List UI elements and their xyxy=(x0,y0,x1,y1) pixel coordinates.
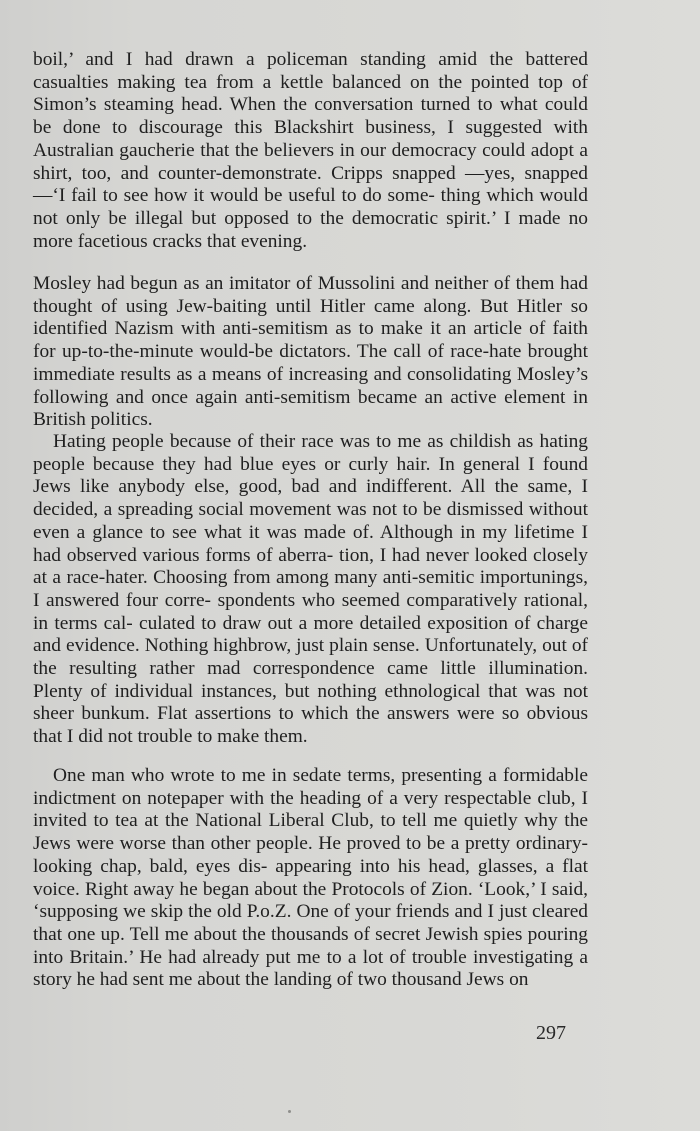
paper-speck xyxy=(288,1110,291,1113)
page-number: 297 xyxy=(536,1022,566,1044)
paragraph-1: boil,’ and I had drawn a policeman standing amid the battered casualties making tea from a kettle balanced on the pointed top of Simon’s steaming head. When the conversation turned to what could be done to discourage this Blackshirt business, I suggested with Australian gaucherie that the believers in our democracy could adopt a shirt, too, and counter-demonstrate. Cripps snapped —yes, snapped—‘I fail to see how it would be useful to do some- thing which would not only be illegal but opposed to the democratic spirit.’ I made no more facetious cracks that evening. xyxy=(33,49,588,252)
paragraph-3: Hating people because of their race was to me as childish as hating people because they had blue eyes or curly hair. In general I found Jews like anybody else, good, bad and indifferent. All the same, I decided, a spreading social movement was not to be dismissed without even a glance to see what it was made of. Although in my lifetime I had observed various forms of aberra- tion, I had never looked closely at a race-hater. Choosing from among many anti-semitic importunings, I answered four corre- spondents who seemed comparatively rational, in terms cal- culated to draw out a more detailed exposition of charge and evidence. Nothing highbrow, just plain sense. Unfortunately, out of the resulting rather mad correspondence came little illumination. Plenty of individual instances, but nothing ethnological that was not sheer bunkum. Flat assertions to which the answers were so obvious that I did not trouble to make them. xyxy=(33,431,588,748)
paragraph-2: Mosley had begun as an imitator of Mussolini and neither of them had thought of using Jew-baiting until Hitler came along. But Hitler so identified Nazism with anti-semitism as to make it an article of faith for up-to-the-minute would-be dictators. The call of race-hate brought immediate results as a means of increasing and consolidating Mosley’s following and once again anti-semitism became an active element in British politics. xyxy=(33,273,588,431)
paragraph-4: One man who wrote to me in sedate terms, presenting a formidable indictment on notepaper with the heading of a very respectable club, I invited to tea at the National Liberal Club, to tell me quietly why the Jews were worse than other people. He proved to be a pretty ordinary-looking chap, bald, eyes dis- appearing into his head, glasses, a flat voice. Right away he began about the Protocols of Zion. ‘Look,’ I said, ‘supposing we skip the old P.o.Z. One of your friends and I just cleared that one up. Tell me about the thousands of secret Jewish spies pouring into Britain.’ He had already put me to a lot of trouble investigating a story he had sent me about the landing of two thousand Jews on xyxy=(33,765,588,991)
